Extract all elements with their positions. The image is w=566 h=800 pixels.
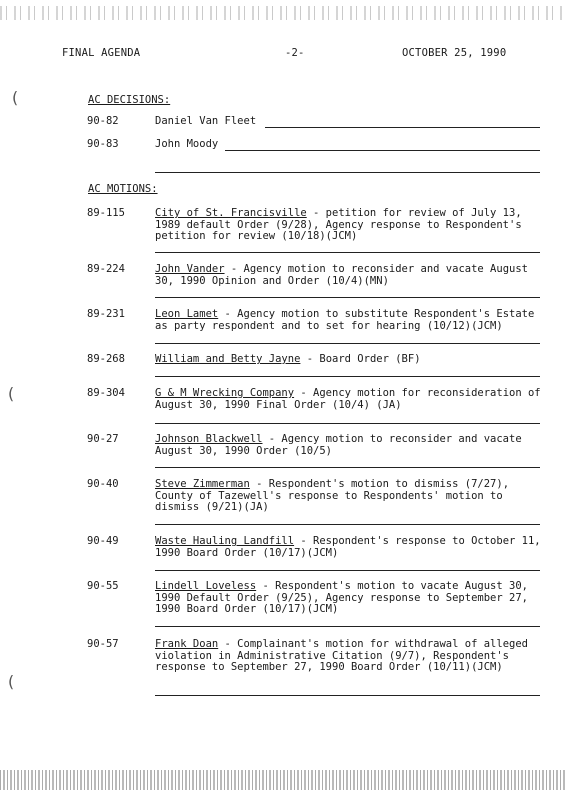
- motion-text: [155, 536, 545, 559]
- signature-line: [155, 524, 540, 525]
- signature-line: [265, 127, 540, 128]
- signature-line: [155, 695, 540, 696]
- section-title-decisions: AC DECISIONS:: [88, 94, 171, 106]
- party-name: John Vander: [155, 263, 225, 275]
- scan-noise-top: [0, 6, 566, 20]
- motion-text: [155, 309, 545, 332]
- motion-description: - Agency motion to substitute Respondent's Estate as party respondent and to set for hearing (10/12)(JCM): [155, 308, 541, 332]
- docket-number: 89-304: [87, 387, 125, 399]
- party-name: John Moody: [155, 138, 219, 150]
- docket-number: 90-27: [87, 433, 119, 445]
- party-name: William and Betty Jayne: [155, 353, 301, 365]
- scan-noise-bottom: [0, 770, 566, 790]
- party-name: Steve Zimmerman: [155, 478, 250, 490]
- motion-description: - Respondent's response to October 11, 1990 Board Order (10/17)(JCM): [155, 535, 547, 559]
- motion-text: [155, 639, 545, 674]
- motion-text: [155, 479, 545, 514]
- margin-mark: (: [6, 384, 16, 403]
- signature-line: [155, 626, 540, 627]
- motion-description: - Board Order (BF): [300, 353, 421, 365]
- motion-description: - Respondent's motion to dismiss (7/27), County of Tazewell's response to Respondents' motion to dismiss (9/21)(JA): [155, 478, 516, 513]
- docket-number: 90-40: [87, 478, 119, 490]
- party-name: Daniel Van Fleet: [155, 115, 257, 127]
- party-name: City of St. Francisville: [155, 207, 307, 219]
- party-name: G & M Wrecking Company: [155, 387, 295, 399]
- party-name: Johnson Blackwell: [155, 433, 263, 445]
- signature-line: [155, 343, 540, 344]
- signature-line: [225, 150, 540, 151]
- docket-number: 90-82: [87, 115, 119, 127]
- docket-number: 90-49: [87, 535, 119, 547]
- page-number: -2-: [285, 47, 305, 59]
- party-name: Lindell Loveless: [155, 580, 257, 592]
- separator-line: [155, 172, 540, 173]
- motion-description: - Agency motion to reconsider and vacate August 30, 1990 Opinion and Order (10/4)(MN): [155, 263, 535, 287]
- motion-text: [155, 434, 545, 457]
- docket-number: 89-115: [87, 207, 125, 219]
- docket-number: 89-231: [87, 308, 125, 320]
- docket-number: 89-224: [87, 263, 125, 275]
- docket-number: 90-83: [87, 138, 119, 150]
- header-date: OCTOBER 25, 1990: [402, 47, 507, 59]
- docket-number: 90-57: [87, 638, 119, 650]
- motion-text: [155, 354, 545, 366]
- signature-line: [155, 376, 540, 377]
- margin-mark: (: [10, 88, 20, 107]
- signature-line: [155, 467, 540, 468]
- signature-line: [155, 252, 540, 253]
- party-name: Waste Hauling Landfill: [155, 535, 295, 547]
- section-title-motions: AC MOTIONS:: [88, 183, 158, 195]
- motion-description: - Complainant's motion for withdrawal of alleged violation in Administrative Citation (9/7), Respondent's response to September 27, 1990 Board Order (10/11)(JCM): [155, 638, 535, 673]
- motion-text: [155, 264, 545, 287]
- motion-description: - petition for review of July 13, 1989 default Order (9/28), Agency response to Respondent's petition for review (10/18)(JCM): [155, 207, 528, 242]
- motion-description: - Agency motion to reconsider and vacate August 30, 1990 Order (10/5): [155, 433, 528, 457]
- signature-line: [155, 570, 540, 571]
- signature-line: [155, 423, 540, 424]
- party-name: Frank Doan: [155, 638, 219, 650]
- signature-line: [155, 297, 540, 298]
- header-title: FINAL AGENDA: [62, 47, 141, 59]
- motion-description: - Agency motion for reconsideration of August 30, 1990 Final Order (10/4) (JA): [155, 387, 547, 411]
- motion-text: [155, 581, 545, 616]
- docket-number: 90-55: [87, 580, 119, 592]
- motion-text: [155, 208, 545, 243]
- docket-number: 89-268: [87, 353, 125, 365]
- motion-text: [155, 388, 545, 411]
- party-name: Leon Lamet: [155, 308, 219, 320]
- motion-description: - Respondent's motion to vacate August 30, 1990 Default Order (9/25), Agency response to September 27, 1990 Board Order (10/17)(JCM): [155, 580, 535, 615]
- margin-mark: (: [6, 672, 16, 691]
